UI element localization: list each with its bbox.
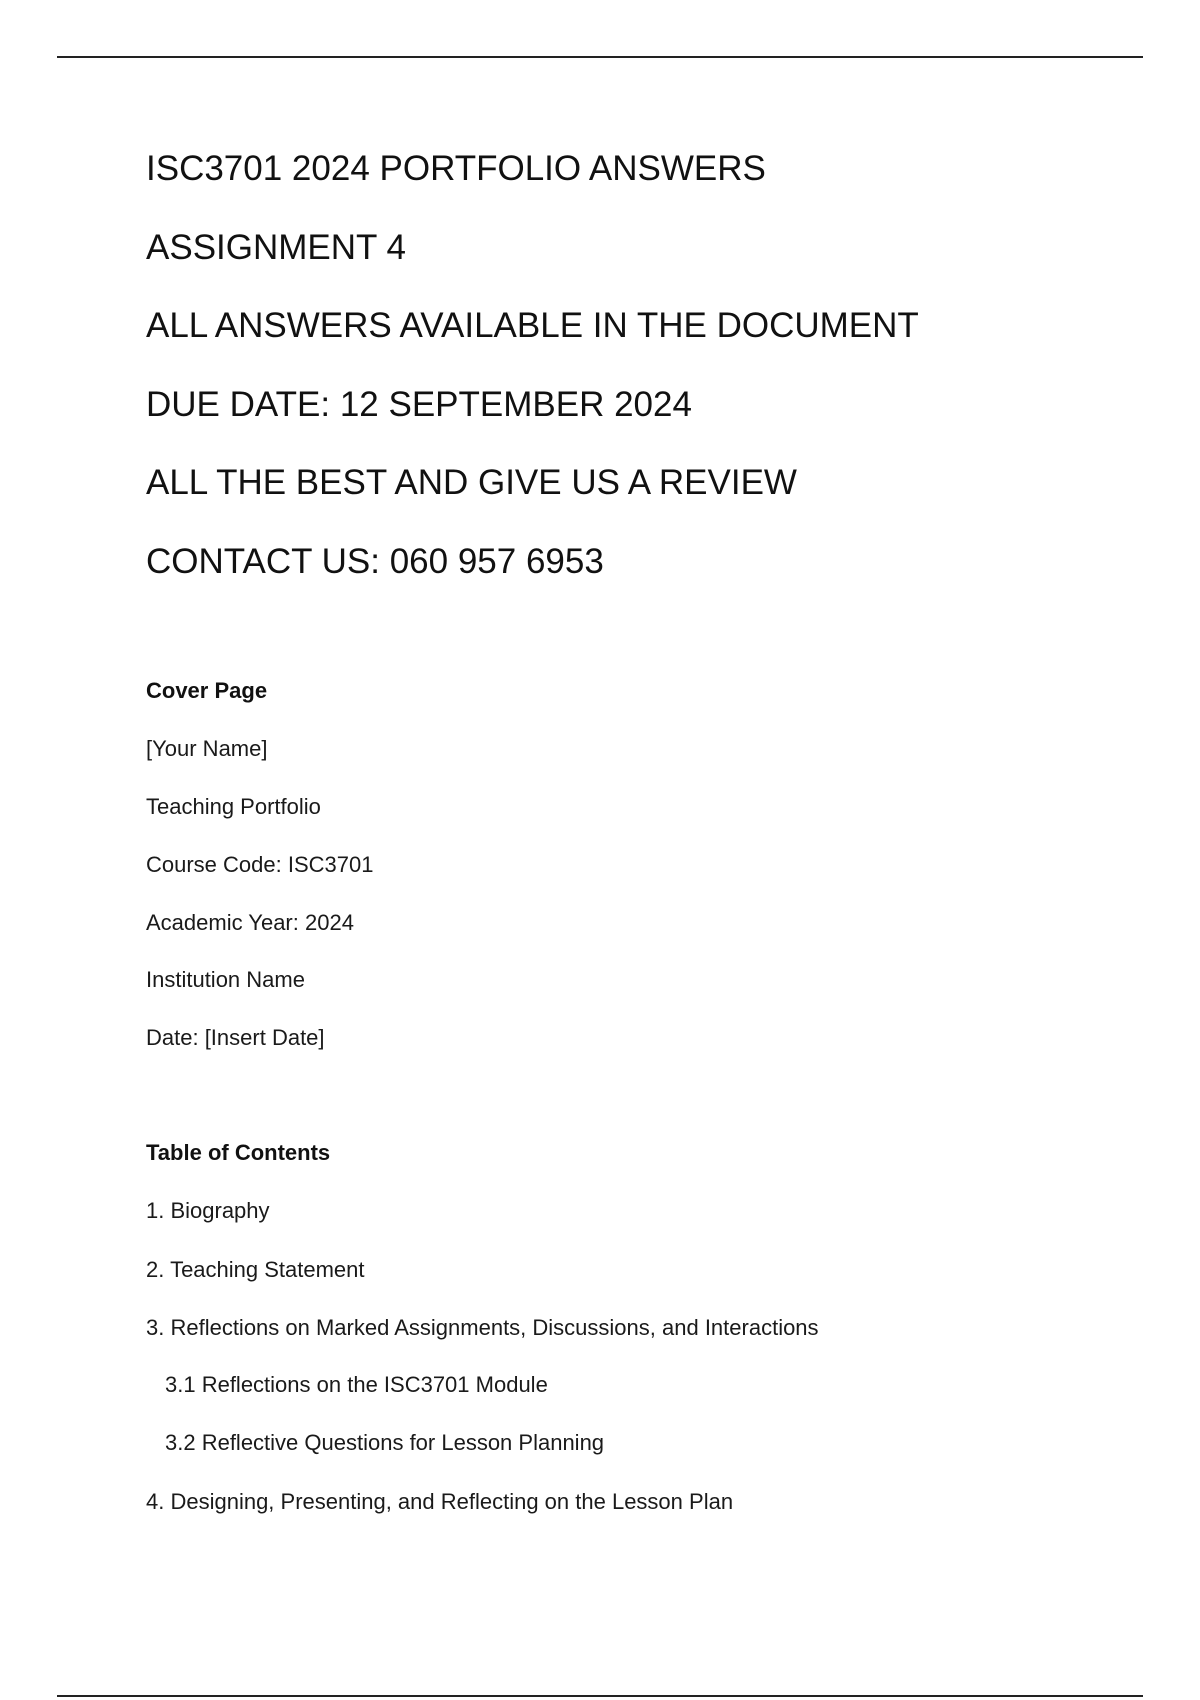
header-line-availability: ALL ANSWERS AVAILABLE IN THE DOCUMENT: [146, 306, 919, 345]
toc-subitem: 3.1 Reflections on the ISC3701 Module: [165, 1372, 548, 1397]
cover-page-heading: Cover Page: [146, 678, 268, 703]
cover-page-line-course-code: Course Code: ISC3701: [146, 852, 374, 877]
toc-item: 4. Designing, Presenting, and Reflecting on the Lesson Plan: [146, 1489, 734, 1514]
toc-item: 1. Biography: [146, 1198, 270, 1223]
toc-item: 3. Reflections on Marked Assignments, Discussions, and Interactions: [146, 1315, 819, 1340]
cover-page-line-name: [Your Name]: [146, 736, 268, 761]
header-line-assignment: ASSIGNMENT 4: [146, 228, 406, 267]
top-rule: [57, 56, 1143, 58]
toc-item: 2. Teaching Statement: [146, 1257, 365, 1282]
header-line-contact: CONTACT US: 060 957 6953: [146, 542, 604, 581]
header-line-review: ALL THE BEST AND GIVE US A REVIEW: [146, 463, 797, 502]
cover-page-line-institution: Institution Name: [146, 967, 305, 992]
cover-page-line-portfolio: Teaching Portfolio: [146, 794, 321, 819]
cover-page-line-date: Date: [Insert Date]: [146, 1025, 325, 1050]
header-line-due-date: DUE DATE: 12 SEPTEMBER 2024: [146, 385, 692, 424]
header-line-title: ISC3701 2024 PORTFOLIO ANSWERS: [146, 149, 766, 188]
toc-heading: Table of Contents: [146, 1140, 331, 1165]
toc-subitem: 3.2 Reflective Questions for Lesson Planning: [165, 1430, 605, 1455]
bottom-rule: [57, 1695, 1143, 1697]
cover-page-line-academic-year: Academic Year: 2024: [146, 910, 354, 935]
